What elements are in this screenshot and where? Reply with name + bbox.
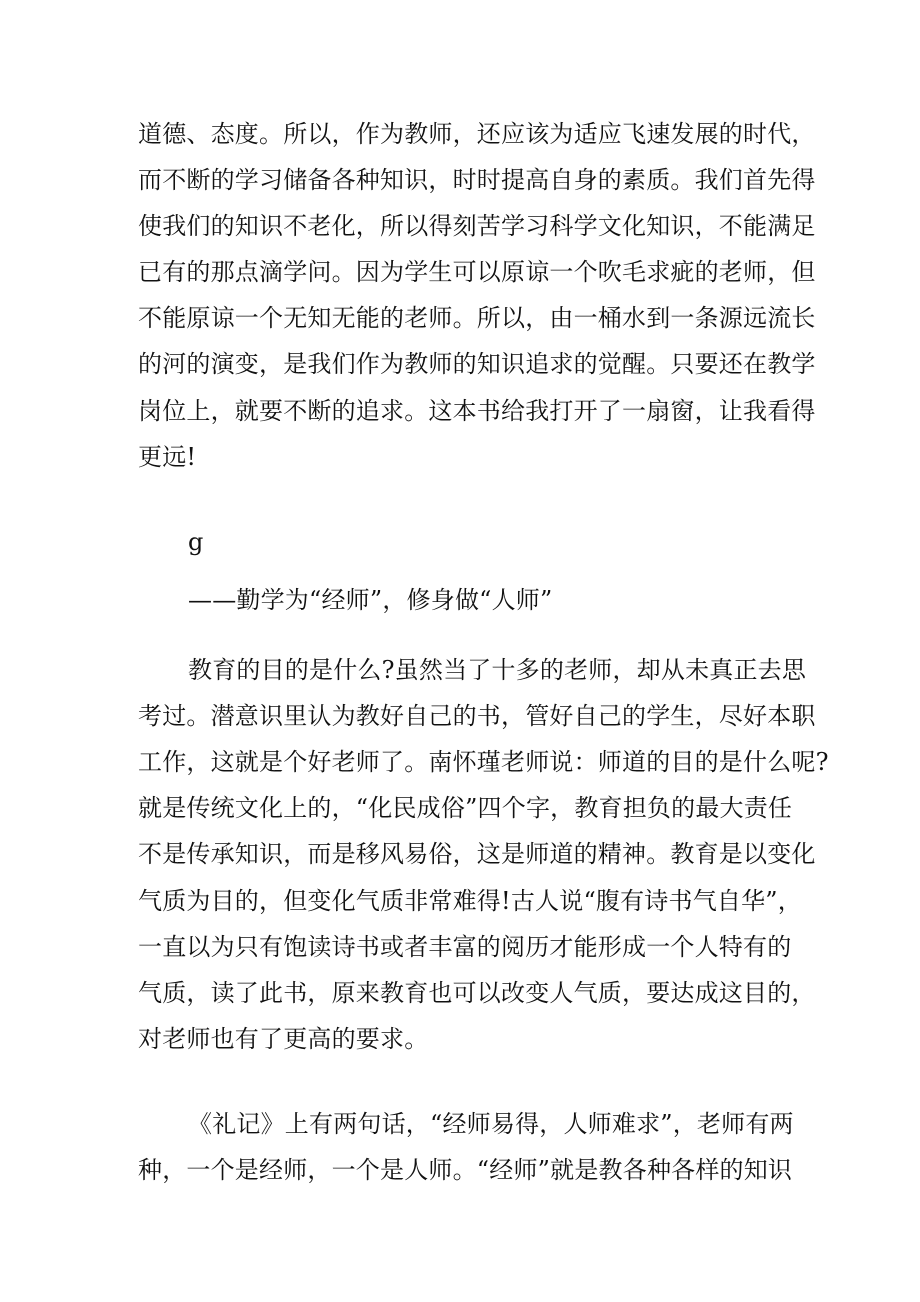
paragraph-1-line-1: 道德、态度。所以，作为教师，还应该为适应飞速发展的时代， <box>138 120 816 148</box>
paragraph-1-line-7: 岗位上，就要不断的追求。这本书给我打开了一扇窗，让我看得 <box>138 397 816 425</box>
paragraph-2-line-8: 气质，读了此书，原来教育也可以改变人气质，要达成这目的， <box>138 979 816 1007</box>
paragraph-3-line-2: 种，一个是经师，一个是人师。“经师”就是教各种各样的知识 <box>138 1156 793 1184</box>
section-subtitle: ——勤学为“经师”，修身做“人师” <box>188 586 553 614</box>
paragraph-1-line-6: 的河的演变，是我们作为教师的知识追求的觉醒。只要还在教学 <box>138 350 816 378</box>
paragraph-2-line-7: 一直以为只有饱读诗书或者丰富的阅历才能形成一个人特有的 <box>138 933 792 961</box>
section-marker: g <box>188 528 204 556</box>
paragraph-1-line-5: 不能原谅一个无知无能的老师。所以，由一桶水到一条源远流长 <box>138 304 816 332</box>
paragraph-1-line-8: 更远! <box>138 443 197 471</box>
paragraph-2-line-6: 气质为目的，但变化气质非常难得!古人说“腹有诗书气自华”， <box>138 887 802 915</box>
paragraph-2-line-5: 不是传承知识，而是移风易俗，这是师道的精神。教育是以变化 <box>138 840 816 868</box>
paragraph-3-line-1: 《礼记》上有两句话，“经师易得，人师难求”，老师有两 <box>188 1110 794 1138</box>
paragraph-1-line-4: 已有的那点滴学问。因为学生可以原谅一个吹毛求疵的老师，但 <box>138 258 816 286</box>
paragraph-2-line-9: 对老师也有了更高的要求。 <box>138 1025 429 1053</box>
paragraph-2-line-1: 教育的目的是什么?虽然当了十多的老师，却从未真正去思 <box>188 656 807 684</box>
paragraph-2-line-2: 考过。潜意识里认为教好自己的书，管好自己的学生，尽好本职 <box>138 702 816 730</box>
paragraph-2-line-3: 工作，这就是个好老师了。南怀瑾老师说：师道的目的是什么呢? <box>138 748 829 776</box>
paragraph-1-line-2: 而不断的学习储备各种知识，时时提高自身的素质。我们首先得 <box>138 166 816 194</box>
paragraph-1-line-3: 使我们的知识不老化，所以得刻苦学习科学文化知识，不能满足 <box>138 212 816 240</box>
paragraph-2-line-4: 就是传统文化上的，“化民成俗”四个字，教育担负的最大责任 <box>138 794 793 822</box>
